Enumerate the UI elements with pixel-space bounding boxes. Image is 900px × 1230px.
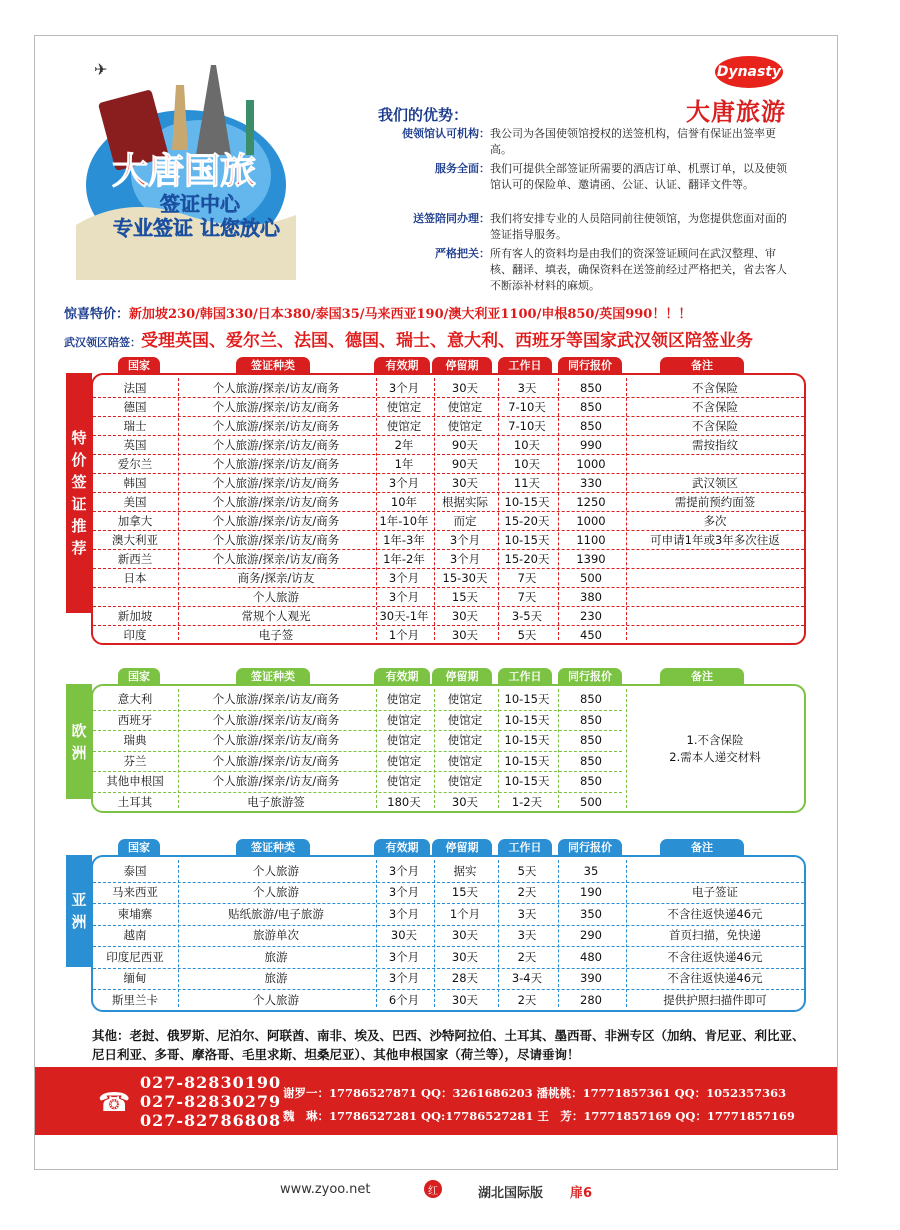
column-header: 工作日 <box>498 357 552 373</box>
table-cell: 芬兰 <box>123 753 147 768</box>
column-header: 同行报价 <box>558 839 622 855</box>
table-cell: 10-15天 <box>504 774 550 789</box>
table-cell: 10-15天 <box>504 753 550 768</box>
table-cell: 3个月 <box>388 949 420 964</box>
table-cell: 10天 <box>513 437 541 452</box>
table-cell: 3个月 <box>388 380 420 395</box>
section-side-tab: 亚 洲 <box>66 855 92 967</box>
page-number: 扉6 <box>570 1186 593 1201</box>
phone-icon: ☎ <box>98 1088 131 1118</box>
table-cell: 850 <box>580 399 602 414</box>
table-row <box>93 587 804 606</box>
table-cell: 3个月 <box>388 863 420 878</box>
table-cell: 不含保险 <box>692 399 738 414</box>
table-cell: 泰国 <box>123 863 147 878</box>
table-cell: 30天 <box>451 992 479 1007</box>
table-cell: 瑞士 <box>123 418 147 433</box>
table-cell: 3个月 <box>388 906 420 921</box>
visa-table <box>91 684 806 813</box>
table-cell: 使馆定 <box>386 692 422 707</box>
table-cell: 美国 <box>123 494 147 509</box>
advantage-item: 服务全面： 我们可提供全部签证所需要的酒店订单、机票订单，以及使领馆认可的保险单、邀请函、公证、认证、翻译文件等。 <box>435 162 787 191</box>
table-cell: 多次 <box>703 513 727 528</box>
table-row <box>93 946 804 968</box>
table-cell: 不含保险 <box>692 418 738 433</box>
table-row <box>93 435 804 454</box>
table-cell: 土耳其 <box>117 794 153 809</box>
table-cell: 日本 <box>123 570 147 585</box>
table-cell: 个人旅游/探亲/访友/商务 <box>212 437 340 452</box>
table-cell: 需提前预约面签 <box>674 494 756 509</box>
column-header: 国家 <box>118 668 160 684</box>
table-cell <box>625 549 805 568</box>
table-cell: 其他申根国 <box>106 774 164 789</box>
visa-table <box>91 373 806 645</box>
table-cell: 武汉领区 <box>692 475 738 490</box>
section-side-tab: 特 价 签 证 推 荐 <box>66 373 92 613</box>
table-cell: 个人旅游/探亲/访友/商务 <box>212 774 340 789</box>
table-row <box>93 549 804 568</box>
section-note <box>626 686 804 811</box>
table-cell: 个人旅游 <box>253 885 299 900</box>
column-header: 有效期 <box>374 668 430 684</box>
column-header: 国家 <box>118 839 160 855</box>
table-cell: 新加坡 <box>117 608 153 623</box>
table-cell: 15-20天 <box>504 513 550 528</box>
table-cell: 230 <box>580 608 602 623</box>
table-cell: 1年-10年 <box>379 513 429 528</box>
table-cell: 不含往返快递46元 <box>667 949 763 964</box>
table-cell: 贴纸旅游/电子旅游 <box>228 906 324 921</box>
table-cell: 35 <box>583 863 599 878</box>
table-cell: 西班牙 <box>117 712 153 727</box>
edition-badge: 红 <box>424 1180 442 1198</box>
table-cell: 10-15天 <box>504 733 550 748</box>
table-cell: 3个月 <box>388 475 420 490</box>
brand-badge: Dynasty <box>715 56 783 88</box>
table-cell: 15天 <box>451 589 479 604</box>
table-cell: 爱尔兰 <box>117 456 153 471</box>
table-cell: 850 <box>580 418 602 433</box>
table-cell: 电子旅游签 <box>247 794 305 809</box>
table-cell: 越南 <box>123 928 147 943</box>
table-cell: 个人旅游/探亲/访友/商务 <box>212 513 340 528</box>
table-cell: 7天 <box>517 589 537 604</box>
table-row <box>93 625 804 644</box>
table-cell <box>625 587 805 606</box>
advantage-item: 送签陪同办理： 我们将安排专业的人员陪同前往使领馆，为您提供您面对面的签证指导服务。 <box>413 212 787 241</box>
table-cell: 7-10天 <box>508 399 546 414</box>
table-cell: 商务/探亲/访友 <box>237 570 315 585</box>
table-cell <box>625 606 805 625</box>
table-cell: 6个月 <box>388 992 420 1007</box>
table-cell: 90天 <box>451 437 479 452</box>
table-cell: 个人旅游/探亲/访友/商务 <box>212 418 340 433</box>
table-cell: 180天 <box>387 794 421 809</box>
table-cell: 5天 <box>517 627 537 642</box>
table-cell: 2天 <box>517 949 537 964</box>
table-row <box>93 530 804 549</box>
table-cell: 不含往返快递46元 <box>667 971 763 986</box>
table-row <box>93 454 804 473</box>
table-cell: 90天 <box>451 456 479 471</box>
table-cell: 个人旅游 <box>253 589 299 604</box>
table-cell: 可申请1年或3年多次往返 <box>650 532 780 547</box>
table-cell: 30天 <box>451 380 479 395</box>
table-cell: 个人旅游/探亲/访友/商务 <box>212 475 340 490</box>
table-cell: 3个月 <box>388 589 420 604</box>
table-cell: 使馆定 <box>447 774 483 789</box>
table-cell: 850 <box>580 712 602 727</box>
table-cell: 1年-3年 <box>383 532 425 547</box>
brand-name: 大唐旅游 <box>686 98 786 126</box>
table-cell: 15天 <box>451 885 479 900</box>
advantages-title: 我们的优势： <box>378 106 469 124</box>
visa-table <box>91 855 806 1012</box>
table-cell: 使馆定 <box>447 712 483 727</box>
table-cell: 1个月 <box>449 906 481 921</box>
table-cell: 新西兰 <box>117 551 153 566</box>
table-cell: 3个月 <box>449 551 481 566</box>
svg-text:✈: ✈ <box>94 60 108 79</box>
table-cell: 常规个人观光 <box>241 608 311 623</box>
table-row <box>93 882 804 904</box>
table-cell: 3-4天 <box>511 971 543 986</box>
table-cell: 1000 <box>576 513 606 528</box>
column-header: 工作日 <box>498 668 552 684</box>
table-row <box>93 860 804 882</box>
table-cell: 3天 <box>517 906 537 921</box>
table-cell: 个人旅游/探亲/访友/商务 <box>212 551 340 566</box>
table-cell: 个人旅游 <box>253 992 299 1007</box>
table-cell: 500 <box>580 794 602 809</box>
table-cell: 850 <box>580 380 602 395</box>
table-cell: 使馆定 <box>386 774 422 789</box>
table-cell: 15-20天 <box>504 551 550 566</box>
table-cell: 使馆定 <box>447 733 483 748</box>
table-row <box>93 473 804 492</box>
table-cell: 850 <box>580 753 602 768</box>
column-header: 有效期 <box>374 357 430 373</box>
table-cell: 个人旅游/探亲/访友/商务 <box>212 692 340 707</box>
table-cell: 个人旅游/探亲/访友/商务 <box>212 753 340 768</box>
table-cell: 290 <box>580 928 602 943</box>
column-header: 签证种类 <box>236 357 310 373</box>
hero-slogan: 专业签证 让您放心 <box>113 216 280 240</box>
table-cell: 使馆定 <box>386 418 422 433</box>
table-cell: 3个月 <box>449 532 481 547</box>
table-row <box>93 903 804 925</box>
table-row <box>93 606 804 625</box>
table-cell: 提供护照扫描件即可 <box>663 992 767 1007</box>
table-row <box>93 511 804 530</box>
table-cell: 1年 <box>394 456 414 471</box>
wuhan-line: 武汉领区陪签：受理英国、爱尔兰、法国、德国、瑞士、意大利、西班牙等国家武汉领区陪签业务 <box>64 331 753 351</box>
table-cell: 30天 <box>451 627 479 642</box>
column-header: 工作日 <box>498 839 552 855</box>
table-cell: 28天 <box>451 971 479 986</box>
table-cell: 10-15天 <box>504 494 550 509</box>
table-cell: 个人旅游/探亲/访友/商务 <box>212 399 340 414</box>
table-cell: 首页扫描，免快递 <box>669 928 761 943</box>
table-cell: 480 <box>580 949 602 964</box>
table-cell: 马来西亚 <box>112 885 158 900</box>
table-cell: 850 <box>580 692 602 707</box>
table-cell: 1390 <box>576 551 606 566</box>
column-header: 同行报价 <box>558 668 622 684</box>
table-cell: 缅甸 <box>123 971 147 986</box>
table-cell: 450 <box>580 627 602 642</box>
table-cell: 850 <box>580 733 602 748</box>
table-cell: 30天 <box>390 928 418 943</box>
table-cell: 使馆定 <box>386 399 422 414</box>
table-cell: 加拿大 <box>117 513 153 528</box>
table-row <box>93 989 804 1011</box>
table-cell: 瑞典 <box>123 733 147 748</box>
table-cell: 斯里兰卡 <box>112 992 158 1007</box>
table-cell: 印度 <box>123 627 147 642</box>
table-cell: 印度尼西亚 <box>106 949 164 964</box>
table-cell: 法国 <box>123 380 147 395</box>
table-cell: 5天 <box>517 863 537 878</box>
table-cell: 990 <box>580 437 602 452</box>
table-cell: 使馆定 <box>447 418 483 433</box>
column-header: 备注 <box>660 839 744 855</box>
table-cell: 11天 <box>513 475 541 490</box>
section-side-tab: 欧 洲 <box>66 684 92 799</box>
table-cell: 澳大利亚 <box>112 532 158 547</box>
table-cell: 10-15天 <box>504 532 550 547</box>
table-cell: 15-30天 <box>442 570 488 585</box>
table-cell: 2天 <box>517 992 537 1007</box>
column-header: 有效期 <box>374 839 430 855</box>
table-cell <box>625 625 805 644</box>
column-header: 停留期 <box>432 357 492 373</box>
phone-numbers: 027-82830190 027-82830279 027-82786808 <box>140 1073 282 1130</box>
table-cell: 个人旅游/探亲/访友/商务 <box>212 532 340 547</box>
table-cell: 柬埔寨 <box>117 906 153 921</box>
table-cell: 2年 <box>394 437 414 452</box>
table-cell: 个人旅游 <box>253 863 299 878</box>
table-cell: 3天 <box>517 928 537 943</box>
table-cell: 个人旅游/探亲/访友/商务 <box>212 733 340 748</box>
table-cell: 390 <box>580 971 602 986</box>
table-cell: 旅游单次 <box>253 928 299 943</box>
table-cell: 英国 <box>123 437 147 452</box>
column-header: 签证种类 <box>236 668 310 684</box>
table-cell: 个人旅游/探亲/访友/商务 <box>212 380 340 395</box>
table-cell: 30天-1年 <box>379 608 429 623</box>
table-cell: 需按指纹 <box>692 437 738 452</box>
table-cell: 意大利 <box>117 692 153 707</box>
table-cell: 根据实际 <box>442 494 488 509</box>
table-cell: 1000 <box>576 456 606 471</box>
hero-subtitle: 签证中心 <box>160 192 240 216</box>
edition-name: 湖北国际版 <box>478 1186 544 1201</box>
table-cell <box>625 454 805 473</box>
column-header: 备注 <box>660 668 744 684</box>
table-cell: 7天 <box>517 570 537 585</box>
table-row <box>93 568 804 587</box>
note-line: 2.需本人递交材料 <box>669 749 761 764</box>
table-cell: 个人旅游/探亲/访友/商务 <box>212 712 340 727</box>
column-header: 停留期 <box>432 668 492 684</box>
table-cell: 3个月 <box>388 971 420 986</box>
site-url[interactable]: www.zyoo.net <box>280 1182 371 1197</box>
table-cell: 1250 <box>576 494 606 509</box>
table-cell: 1年-2年 <box>383 551 425 566</box>
table-cell: 德国 <box>123 399 147 414</box>
table-cell: 30天 <box>451 608 479 623</box>
table-cell <box>625 568 805 587</box>
table-cell: 280 <box>580 992 602 1007</box>
table-cell: 330 <box>580 475 602 490</box>
table-cell: 3-5天 <box>511 608 543 623</box>
contact-list: 谢罗一：17786527871 QQ：3261686203 潘桃桃：17771857361 QQ：1052357363 魏 琳：17786527281 QQ:17786527281 王 芳：17771857169 QQ：17771857169 <box>283 1086 795 1123</box>
table-cell: 10年 <box>390 494 418 509</box>
table-cell: 2天 <box>517 885 537 900</box>
table-cell: 个人旅游/探亲/访友/商务 <box>212 494 340 509</box>
note-line: 1.不含保险 <box>686 732 744 747</box>
table-cell: 500 <box>580 570 602 585</box>
table-cell <box>93 587 177 606</box>
table-cell: 不含保险 <box>692 380 738 395</box>
table-cell: 3天 <box>517 380 537 395</box>
table-cell: 使馆定 <box>447 399 483 414</box>
table-cell: 30天 <box>451 794 479 809</box>
table-cell: 旅游 <box>264 971 288 986</box>
table-cell: 190 <box>580 885 602 900</box>
hero-title: 大唐国旅 <box>112 151 257 192</box>
table-cell: 电子签证 <box>692 885 738 900</box>
column-header: 停留期 <box>432 839 492 855</box>
table-cell: 30天 <box>451 475 479 490</box>
table-row <box>93 378 804 397</box>
table-row <box>93 397 804 416</box>
column-header: 同行报价 <box>558 357 622 373</box>
table-cell: 1100 <box>576 532 606 547</box>
table-cell: 使馆定 <box>447 753 483 768</box>
advantage-item: 使领馆认可机构： 我公司为各国使领馆授权的送签机构，信誉有保证出签率更高。 <box>402 127 776 156</box>
table-cell: 7-10天 <box>508 418 546 433</box>
table-row <box>93 968 804 990</box>
table-cell: 3个月 <box>388 570 420 585</box>
table-cell: 3个月 <box>388 885 420 900</box>
table-cell: 1个月 <box>388 627 420 642</box>
table-row <box>93 416 804 435</box>
table-cell <box>625 860 805 882</box>
table-cell: 使馆定 <box>386 753 422 768</box>
column-header: 国家 <box>118 357 160 373</box>
table-cell: 10-15天 <box>504 712 550 727</box>
table-cell: 850 <box>580 774 602 789</box>
advantage-item: 严格把关： 所有客人的资料均是由我们的资深签证顾问在武汉整理、审核、翻译、填表，确保资料在送签前经过严格把关，省去客人不断添补材料的麻烦。 <box>435 247 787 292</box>
table-cell: 350 <box>580 906 602 921</box>
table-cell: 10-15天 <box>504 692 550 707</box>
column-header: 备注 <box>660 357 744 373</box>
table-cell: 韩国 <box>123 475 147 490</box>
table-cell: 380 <box>580 589 602 604</box>
table-cell: 使馆定 <box>447 692 483 707</box>
table-cell: 电子签 <box>258 627 294 642</box>
table-cell: 使馆定 <box>386 733 422 748</box>
table-row <box>93 492 804 511</box>
table-cell: 据实 <box>453 863 477 878</box>
table-cell: 30天 <box>451 949 479 964</box>
table-cell: 30天 <box>451 928 479 943</box>
column-header: 签证种类 <box>236 839 310 855</box>
table-cell: 使馆定 <box>386 712 422 727</box>
table-cell: 不含往返快递46元 <box>667 906 763 921</box>
table-row <box>93 925 804 947</box>
table-cell: 个人旅游/探亲/访友/商务 <box>212 456 340 471</box>
table-cell: 1-2天 <box>511 794 543 809</box>
table-cell: 10天 <box>513 456 541 471</box>
promo-line: 惊喜特价：新加坡230/韩国330/日本380/泰国35/马来西亚190/澳大利亚1100/申根850/英国990！！！ <box>64 307 692 322</box>
table-cell: 而定 <box>453 513 477 528</box>
table-cell: 旅游 <box>264 949 288 964</box>
other-countries: 其他：老挝、俄罗斯、尼泊尔、阿联酋、南非、埃及、巴西、沙特阿拉伯、土耳其、墨西哥、非洲专区（加纳、肯尼亚、利比亚、尼日利亚、多哥、摩洛哥、毛里求斯、坦桑尼亚）、其他申根国家（荷兰等），尽请垂询！ <box>92 1028 805 1062</box>
